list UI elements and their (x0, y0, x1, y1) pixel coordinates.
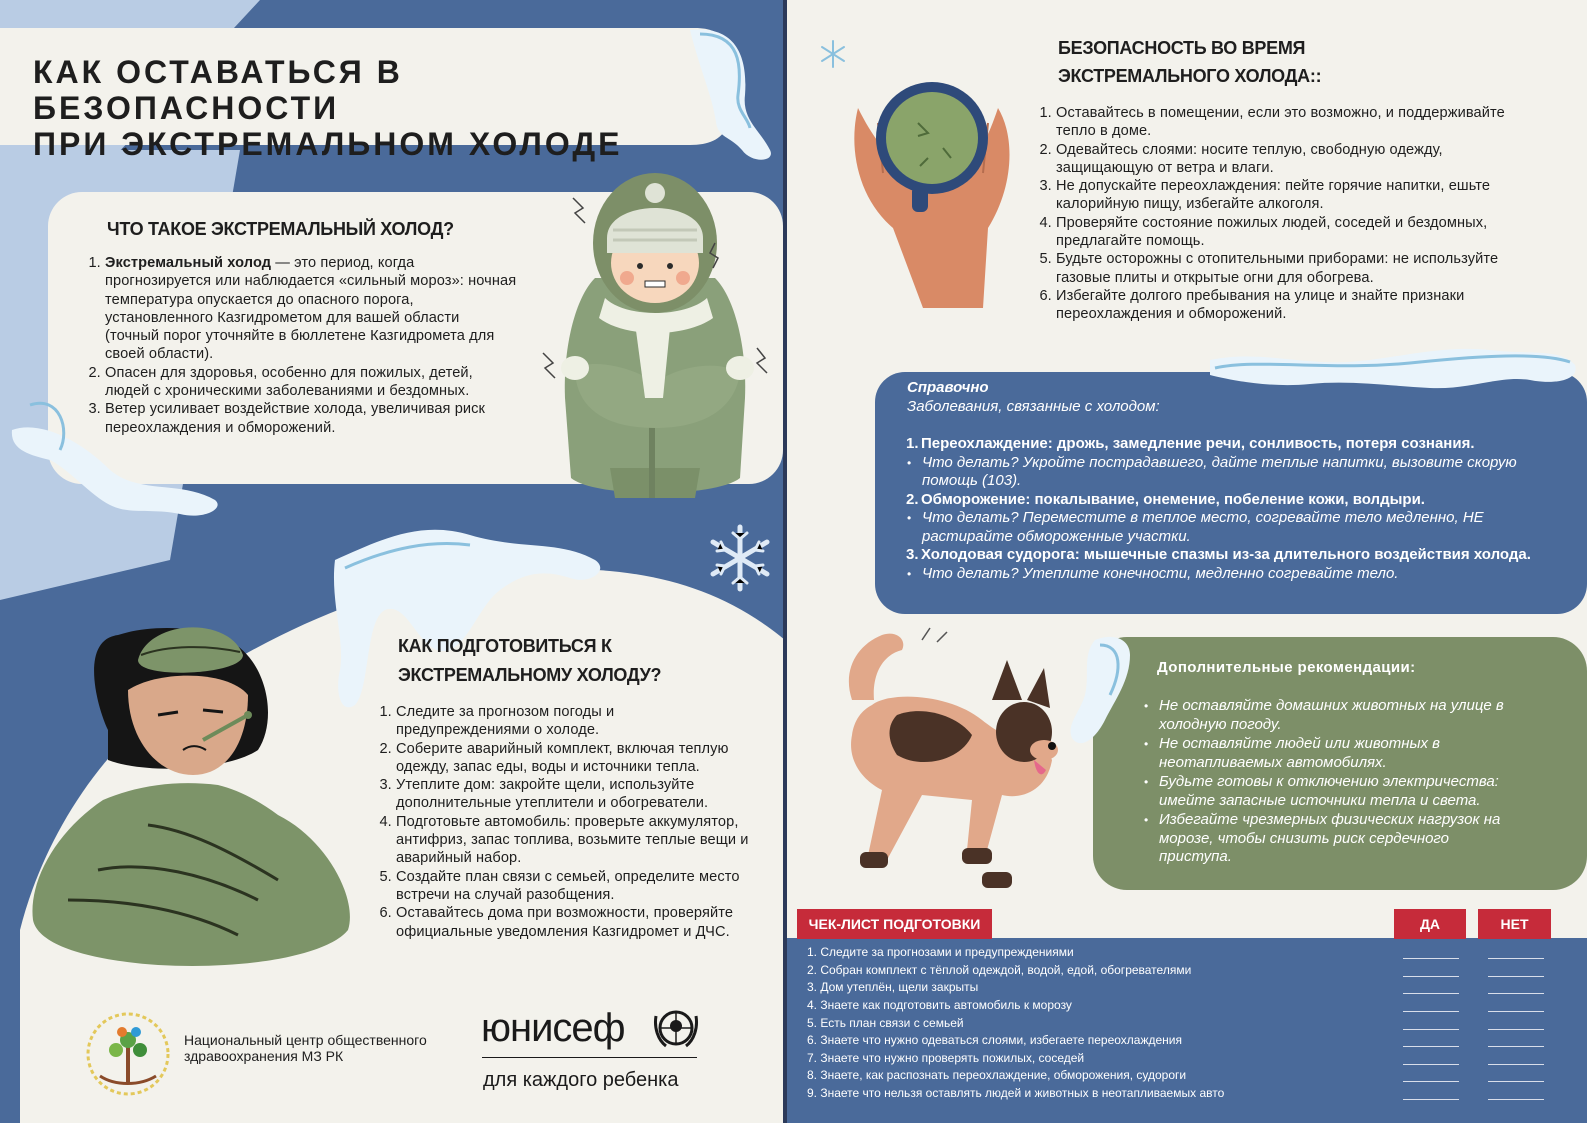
additional-heading: Дополнительные рекомендации: (1157, 659, 1416, 676)
checklist-item-4: 4. Знаете как подготовить автомобиль к морозу (807, 998, 1072, 1012)
what-item-3: 3. Ветер усиливает воздействие холода, увеличивая риск переохлаждения и обморожений. (105, 400, 517, 437)
no-line[interactable] (1488, 1064, 1544, 1065)
prepare-item-6: 6. Оставайтесь дома при возможности, проверяйте официальные уведомления Казгидромет и ДЧС. (396, 904, 750, 941)
checklist-item-1: 1. Следите за прогнозами и предупреждениями (807, 945, 1074, 959)
prepare-item-5: 5. Создайте план связи с семьей, определите место встречи на случай разобщения. (396, 868, 750, 905)
dog-illustration (812, 620, 1072, 895)
safety-item-1: 1. Оставайтесь в помещении, если это возможно, и поддерживайте тепло в доме. (1056, 104, 1520, 141)
checklist-item-6: 6. Знаете что нужно одеваться слоями, избегаете переохлаждения (807, 1033, 1183, 1047)
yes-line[interactable] (1403, 1099, 1459, 1100)
checklist-item-5: 5. Есть план связи с семьей (807, 1016, 964, 1030)
reference-item-2-head (906, 491, 1548, 510)
yes-line[interactable] (1403, 1011, 1459, 1012)
reference-item-1-number: 1. (906, 435, 919, 452)
reference-item-2-todo: • Что делать? Переместите в теплое место, согревайте тело медленно, НЕ растирайте обмороженные участки. (906, 509, 1548, 546)
safety-item-2: 2. Одевайтесь слоями: носите теплую, свободную одежду, защищающую от ветра и влаги. (1056, 141, 1520, 178)
prepare-item-2: 2. Соберите аварийный комплект, включая теплую одежду, запас еды, воды и источники тепла. (396, 740, 750, 777)
ncph-logo (80, 1006, 176, 1098)
no-line[interactable] (1488, 993, 1544, 994)
small-snowflake-icon (819, 39, 847, 69)
checklist-no-header: НЕТ (1478, 909, 1551, 939)
ncph-name (184, 1032, 427, 1064)
checklist-item-8: 8. Знаете, как распознать переохлаждение, обморожения, судороги (807, 1068, 1187, 1082)
hands-mug-illustration (848, 68, 1016, 308)
unicef-wordmark: юнисеф (481, 1006, 625, 1050)
unicef-emblem-icon (652, 1006, 700, 1050)
unicef-divider (482, 1057, 697, 1058)
title-line-2: ПРИ ЭКСТРЕМАЛЬНОМ ХОЛОДЕ (33, 126, 623, 162)
additional-item-2: • Не оставляйте людей или животных в неотапливаемых автомобилях. (1143, 735, 1523, 772)
reference-item-3-head (906, 546, 1548, 565)
what-item-2: 2. Опасен для здоровья, особенно для пожилых, детей, людей с хроническими заболеваниями и бездомных. (105, 364, 517, 401)
reference-item-1-text: Переохлаждение: дрожь, замедление речи, сонливость, потеря сознания. (921, 435, 1475, 452)
checklist-item-7: 7. Знаете что нужно проверять пожилых, соседей (807, 1051, 1085, 1065)
no-line[interactable] (1488, 976, 1544, 977)
no-line[interactable] (1488, 958, 1544, 959)
reference-title: Справочно (907, 379, 989, 396)
additional-item-1: • Не оставляйте домашних животных на улице в холодную погоду. (1143, 697, 1523, 734)
prepare-heading-line-1: КАК ПОДГОТОВИТЬСЯ К (398, 636, 612, 656)
what-heading: ЧТО ТАКОЕ ЭКСТРЕМАЛЬНЫЙ ХОЛОД? (107, 219, 454, 239)
reference-item-1-todo: • Что делать? Укройте пострадавшего, дайте теплые напитки, вызовите скорую помощь (103). (906, 454, 1548, 491)
sick-person-illustration (28, 600, 363, 980)
safety-item-6: 6. Избегайте долгого пребывания на улице и знайте признаки переохлаждения и обморожений. (1056, 287, 1520, 324)
reference-list (906, 435, 1548, 583)
yes-line[interactable] (1403, 1046, 1459, 1047)
checklist-yes-header: ДА (1394, 909, 1466, 939)
reference-header (907, 378, 1160, 416)
no-line[interactable] (1488, 1099, 1544, 1100)
no-line[interactable] (1488, 1046, 1544, 1047)
safety-item-4: 4. Проверяйте состояние пожилых людей, соседей и бездомных, предлагайте помощь. (1056, 214, 1520, 251)
what-item-1 (105, 254, 517, 364)
reference-item-3-todo: • Что делать? Утеплите конечности, медленно согревайте тело. (906, 565, 1548, 584)
what-item-1-bold: Экстремальный холод (105, 255, 272, 271)
safety-heading-line-1: БЕЗОПАСНОСТЬ ВО ВРЕМЯ (1058, 38, 1306, 58)
reference-item-1-head (906, 435, 1548, 454)
reference-item-2-text: Обморожение: покалывание, онемение, побеление кожи, волдыри. (921, 490, 1425, 508)
safety-heading (1058, 34, 1321, 90)
prepare-item-4: 4. Подготовьте автомобиль: проверьте аккумулятор, антифриз, запас топлива, возьмите теплые вещи и аварийный набор. (396, 813, 750, 868)
checklist-item-2: 2. Собран комплект с тёплой одеждой, водой, едой, обогревателями (807, 963, 1192, 977)
prepare-heading-line-2: ЭКСТРЕМАЛЬНОМУ ХОЛОДУ? (398, 665, 662, 685)
checklist-item-3: 3. Дом утеплён, щели закрыты (807, 980, 979, 994)
reference-item-3-text: Холодовая судорога: мышечные спазмы из-за длительного воздействия холода. (921, 546, 1531, 563)
safety-item-3: 3. Не допускайте переохлаждения: пейте горячие напитки, ешьте калорийную пищу, избегайте алкоголя. (1056, 177, 1520, 214)
ncph-name-line-1: Национальный центр общественного (184, 1032, 427, 1048)
snowflake-icon (707, 523, 773, 593)
reference-subtitle: Заболевания, связанные с холодом: (907, 398, 1160, 415)
yes-line[interactable] (1403, 976, 1459, 977)
prepare-item-3: 3. Утеплите дом: закройте щели, используйте дополнительные утеплители и обогреватели. (396, 776, 750, 813)
what-item-1-text: — это период, когда прогнозируется или наблюдается «сильный мороз»: ночная температура опускается до опасного порога, установленного Казгидрометом для вашей области (точный порог уточняйте в бюллетене Казгидромета для своей области). (105, 255, 517, 363)
yes-line[interactable] (1403, 1081, 1459, 1082)
prepare-item-1: 1. Следите за прогнозом погоды и предупреждениями о холоде. (396, 703, 750, 740)
no-line[interactable] (1488, 1029, 1544, 1030)
prepare-heading (398, 632, 661, 690)
checklist-title: ЧЕК-ЛИСТ ПОДГОТОВКИ (797, 909, 992, 939)
unicef-tagline: для каждого ребенка (483, 1069, 679, 1091)
additional-list (1143, 697, 1523, 868)
yes-line[interactable] (1403, 1064, 1459, 1065)
yes-line[interactable] (1403, 1029, 1459, 1030)
no-line[interactable] (1488, 1011, 1544, 1012)
ncph-name-line-2: здравоохранения МЗ РК (184, 1048, 344, 1064)
reference-item-3-number: 3. (906, 546, 919, 563)
safety-list (1040, 104, 1520, 324)
no-line[interactable] (1488, 1081, 1544, 1082)
yes-line[interactable] (1403, 958, 1459, 959)
safety-item-5: 5. Будьте осторожны с отопительными приборами: не используйте газовые плиты и открытые огни для обогрева. (1056, 250, 1520, 287)
yes-line[interactable] (1403, 993, 1459, 994)
additional-item-3: • Будьте готовы к отключению электричества: имейте запасные источники тепла и света. (1143, 773, 1523, 810)
what-list (89, 254, 517, 437)
page-title (33, 54, 713, 162)
cold-person-illustration (535, 168, 780, 508)
checklist-item-9: 9. Знаете что нельзя оставлять людей и животных в неотапливаемых авто (807, 1086, 1225, 1100)
additional-item-4: • Избегайте чрезмерных физических нагрузок на морозе, чтобы снизить риск сердечного приступа. (1143, 811, 1523, 867)
safety-heading-line-2: ЭКСТРЕМАЛЬНОГО ХОЛОДА:: (1058, 66, 1322, 86)
reference-item-2-number: 2. (906, 490, 919, 508)
prepare-list (380, 703, 750, 941)
title-line-1: КАК ОСТАВАТЬСЯ В БЕЗОПАСНОСТИ (33, 54, 403, 126)
